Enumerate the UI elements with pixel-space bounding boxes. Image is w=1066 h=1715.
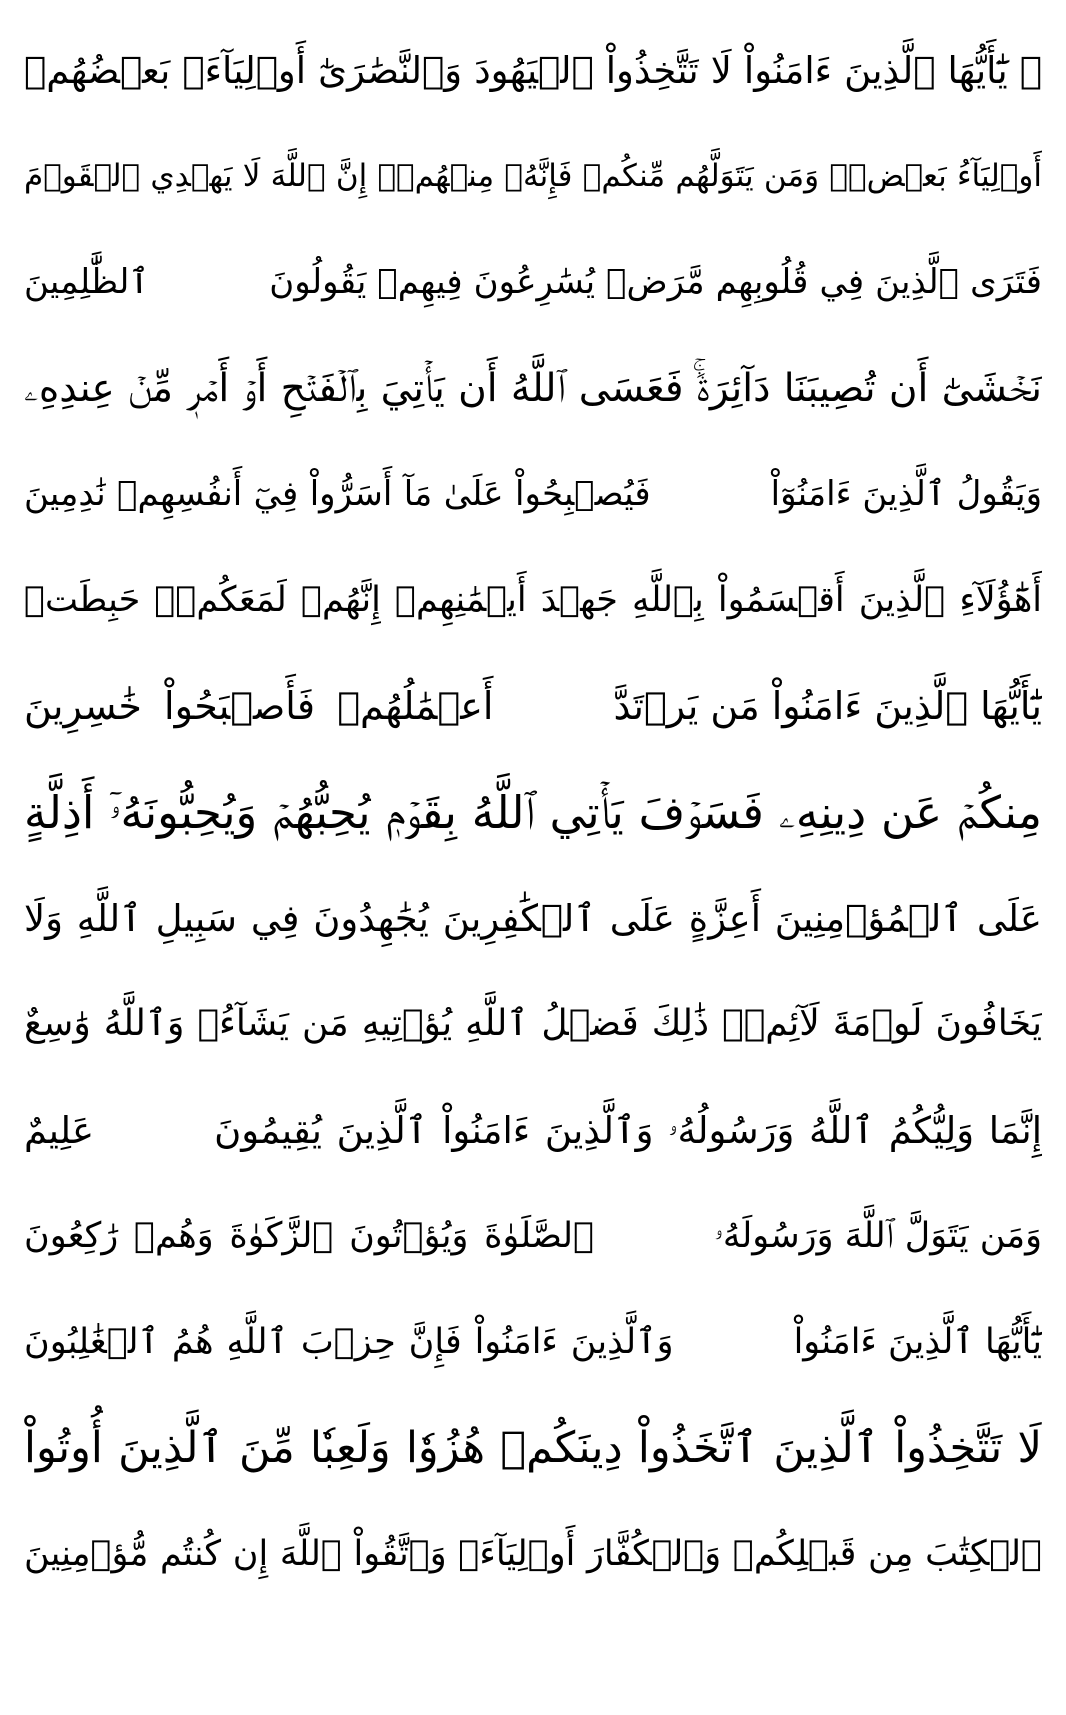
line-text-right: وَيَقُولُ ٱلَّذِينَ ءَامَنُوٓاْ [770,474,1042,514]
text-line-1 [24,20,1042,120]
text-line-4 [24,338,1042,438]
text-line-15 [24,1504,1042,1604]
line-text: لَا تَتَّخِذُواْ ٱلَّذِينَ ٱتَّخَذُواْ دِينَكُمۡ هُزُوٗا وَلَعِبٗا مِّنَ ٱلَّذِينَ أُوتُواْ [24,1422,1042,1473]
text-line-5 [24,444,1042,544]
line-text-left: ٱلظَّٰلِمِينَ [24,262,150,302]
line-text-left: ٱلصَّلَوٰةَ وَيُؤۡتُونَ ٱلزَّكَوٰةَ وَهُمۡ رَٰكِعُونَ [24,1215,595,1256]
line-text-right: وَمَن يَتَوَلَّ ٱللَّهَ وَرَسُولَهُۥ [714,1215,1042,1256]
line-text: أَوۡلِيَآءُ بَعۡضٖۚ وَمَن يَتَوَلَّهُم مِّنكُمۡ فَإِنَّهُۥ مِنۡهُمۡۗ إِنَّ ٱللَّهَ لَا يَهۡدِي ٱلۡقَوۡمَ [24,157,1042,194]
line-text-right: إِنَّمَا وَلِيُّكُمُ ٱللَّهُ وَرَسُولُهُۥ وَٱلَّذِينَ ءَامَنُواْ ٱلَّذِينَ يُقِيمُونَ [214,1108,1042,1152]
line-text-left: عَلِيمٌ [24,1108,95,1152]
line-text: عَلَى ٱلۡمُؤۡمِنِينَ أَعِزَّةٍ عَلَى ٱلۡكَٰفِرِينَ يُجَٰهِدُونَ فِي سَبِيلِ ٱللَّهِ وَلَا [24,896,1042,940]
line-text-right: يَٰٓأَيُّهَا ٱلَّذِينَ ءَامَنُواْ مَن يَرۡتَدَّ [613,684,1042,728]
text-line-9 [24,868,1042,968]
text-line-6 [24,550,1042,650]
line-text: مِنكُمۡ عَن دِينِهِۦ فَسَوۡفَ يَأۡتِي ٱللَّهُ بِقَوۡمٖ يُحِبُّهُمۡ وَيُحِبُّونَهُۥٓ أَذِلَّةٍ [24,785,1042,839]
line-text-right: فَتَرَى ٱلَّذِينَ فِي قُلُوبِهِم مَّرَضٞ يُسَٰرِعُونَ فِيهِمۡ يَقُولُونَ [269,262,1042,302]
line-text-left: وَٱلَّذِينَ ءَامَنُواْ فَإِنَّ حِزۡبَ ٱللَّهِ هُمُ ٱلۡغَٰلِبُونَ [24,1321,674,1362]
text-line-10 [24,974,1042,1074]
text-line-3 [24,232,1042,332]
line-text-left: أَعۡمَٰلُهُمۡ فَأَصۡبَحُواْ خَٰسِرِينَ [24,684,494,728]
text-line-2 [24,126,1042,226]
line-text: ٱلۡكِتَٰبَ مِن قَبۡلِكُمۡ وَٱلۡكُفَّارَ أَوۡلِيَآءَۚ وَٱتَّقُواْ ٱللَّهَ إِن كُنتُم مُّؤۡمِنِينَ [24,1533,1042,1574]
line-text-left: فَيُصۡبِحُواْ عَلَىٰ مَآ أَسَرُّواْ فِيٓ أَنفُسِهِمۡ نَٰدِمِينَ [24,474,651,514]
text-line-13 [24,1292,1042,1392]
text-line-12 [24,1186,1042,1286]
text-line-11 [24,1080,1042,1180]
text-line-8 [24,762,1042,862]
line-text: ۞ يَٰٓأَيُّهَا ٱلَّذِينَ ءَامَنُواْ لَا تَتَّخِذُواْ ٱلۡيَهُودَ وَٱلنَّصَٰرَىٰٓ أَوۡلِيَآءَۘ بَعۡضُهُمۡ [24,48,1042,92]
line-text: نَخۡشَىٰٓ أَن تُصِيبَنَا دَآئِرَةٞۚ فَعَسَى ٱللَّهُ أَن يَأۡتِيَ بِٱلۡفَتۡحِ أَوۡ أَمۡرٖ مِّنۡ عِندِهِۦ [24,365,1042,411]
line-text: يَخَافُونَ لَوۡمَةَ لَآئِمٖۚ ذَٰلِكَ فَضۡلُ ٱللَّهِ يُؤۡتِيهِ مَن يَشَآءُۚ وَٱللَّهُ وَٰسِعٌ [24,1003,1042,1044]
text-line-14 [24,1398,1042,1498]
line-text: أَهَٰٓؤُلَآءِ ٱلَّذِينَ أَقۡسَمُواْ بِٱللَّهِ جَهۡدَ أَيۡمَٰنِهِمۡ إِنَّهُمۡ لَمَعَكُمۡۚ حَبِطَتۡ [24,579,1042,620]
text-line-7 [24,656,1042,756]
line-text-right: يَٰٓأَيُّهَا ٱلَّذِينَ ءَامَنُواْ [793,1321,1042,1362]
